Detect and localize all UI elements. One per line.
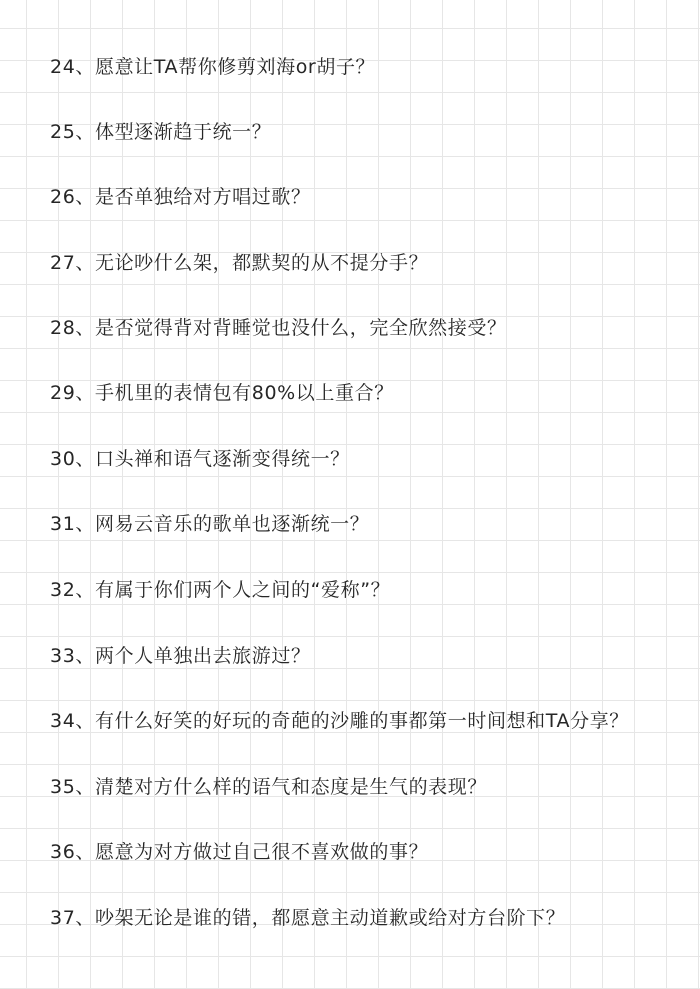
question-item: 34、有什么好笑的好玩的奇葩的沙雕的事都第一时间想和TA分享？ <box>50 710 629 732</box>
question-item: 33、两个人单独出去旅游过？ <box>50 645 311 667</box>
question-item: 25、体型逐渐趋于统一？ <box>50 121 272 143</box>
question-item: 27、无论吵什么架，都默契的从不提分手？ <box>50 252 429 274</box>
question-item: 28、是否觉得背对背睡觉也没什么，完全欣然接受？ <box>50 317 507 339</box>
question-item: 32、有属于你们两个人之间的“爱称”？ <box>50 579 391 601</box>
question-item: 24、愿意让TA帮你修剪刘海or胡子？ <box>50 56 376 78</box>
question-item: 31、网易云音乐的歌单也逐渐统一？ <box>50 513 370 535</box>
question-item: 29、手机里的表情包有80%以上重合？ <box>50 382 394 404</box>
question-item: 36、愿意为对方做过自己很不喜欢做的事？ <box>50 841 429 863</box>
question-item: 35、清楚对方什么样的语气和态度是生气的表现？ <box>50 776 487 798</box>
question-item: 26、是否单独给对方唱过歌？ <box>50 186 311 208</box>
question-item: 30、口头禅和语气逐渐变得统一？ <box>50 448 350 470</box>
question-item: 37、吵架无论是谁的错，都愿意主动道歉或给对方台阶下？ <box>50 907 566 929</box>
